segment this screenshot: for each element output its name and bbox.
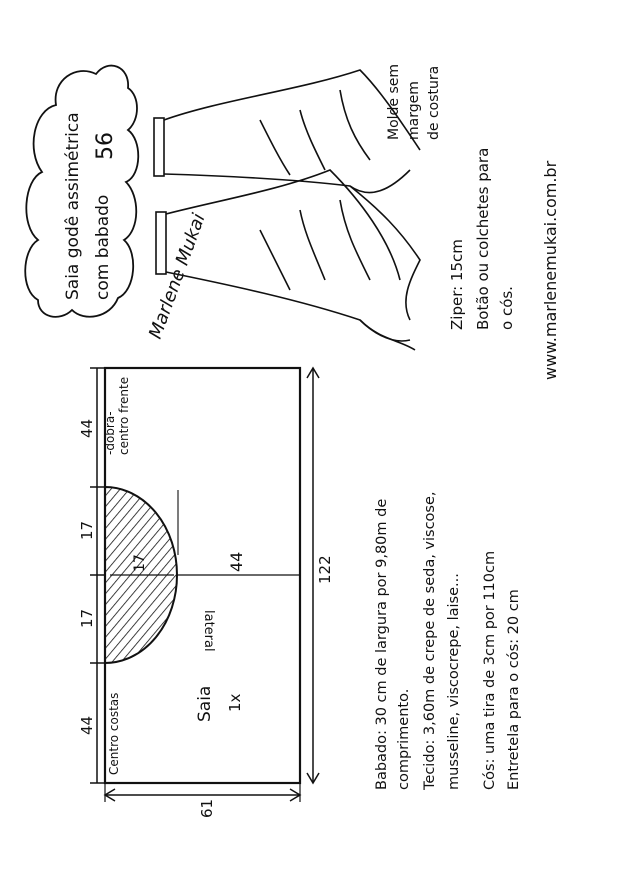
waist-line2: Entretela para o cós: 20 cm [506,589,522,790]
title-number: 56 [93,132,118,160]
dim-width-61: 61 [198,798,216,818]
zipper-note: Ziper: 15cm [448,239,466,330]
dim-hip-right-17: 17 [78,608,96,628]
dim-total-length-122: 122 [316,555,334,584]
closure-line2: o cós. [498,286,516,330]
dim-radius-17: 17 [132,554,148,572]
dim-right-44: 44 [78,715,96,735]
model-note-line2: margem [406,81,422,140]
closure-line1: Botão ou colchetes para [474,147,492,330]
fabric-line2: musseline, viscocrepe, laise... [446,573,462,790]
dim-left-44: 44 [78,418,96,438]
label-qty: 1x [226,693,244,712]
label-center-back: Centro costas [107,692,121,775]
ruffle-line2: comprimento. [396,688,412,790]
dim-height-44: 44 [227,551,246,572]
dim-hip-left-17: 17 [78,520,96,540]
label-piece: Saia [195,685,215,722]
website-link[interactable]: www.marlenemukai.com.br [541,160,560,380]
model-note-line1: Molde sem [386,63,402,140]
label-fold: -dobra- [103,411,117,455]
ruffle-line1: Babado: 30 cm de largura por 9,80m de [374,498,390,790]
signature: Marlene Mukai [144,210,210,342]
model-note-line3: de costura [426,65,442,140]
label-center-front: centro frente [117,376,131,455]
waist-line1: Cós: uma tira de 3cm por 110cm [482,550,498,790]
skirt-sketch-icon [154,70,420,350]
title-line1: Saia godê assimétrica [63,112,83,300]
fabric-line1: Tecido: 3,60m de crepe de seda, viscose, [422,491,438,790]
title-line2: com babado [93,194,113,300]
label-side: lateral [201,610,216,652]
